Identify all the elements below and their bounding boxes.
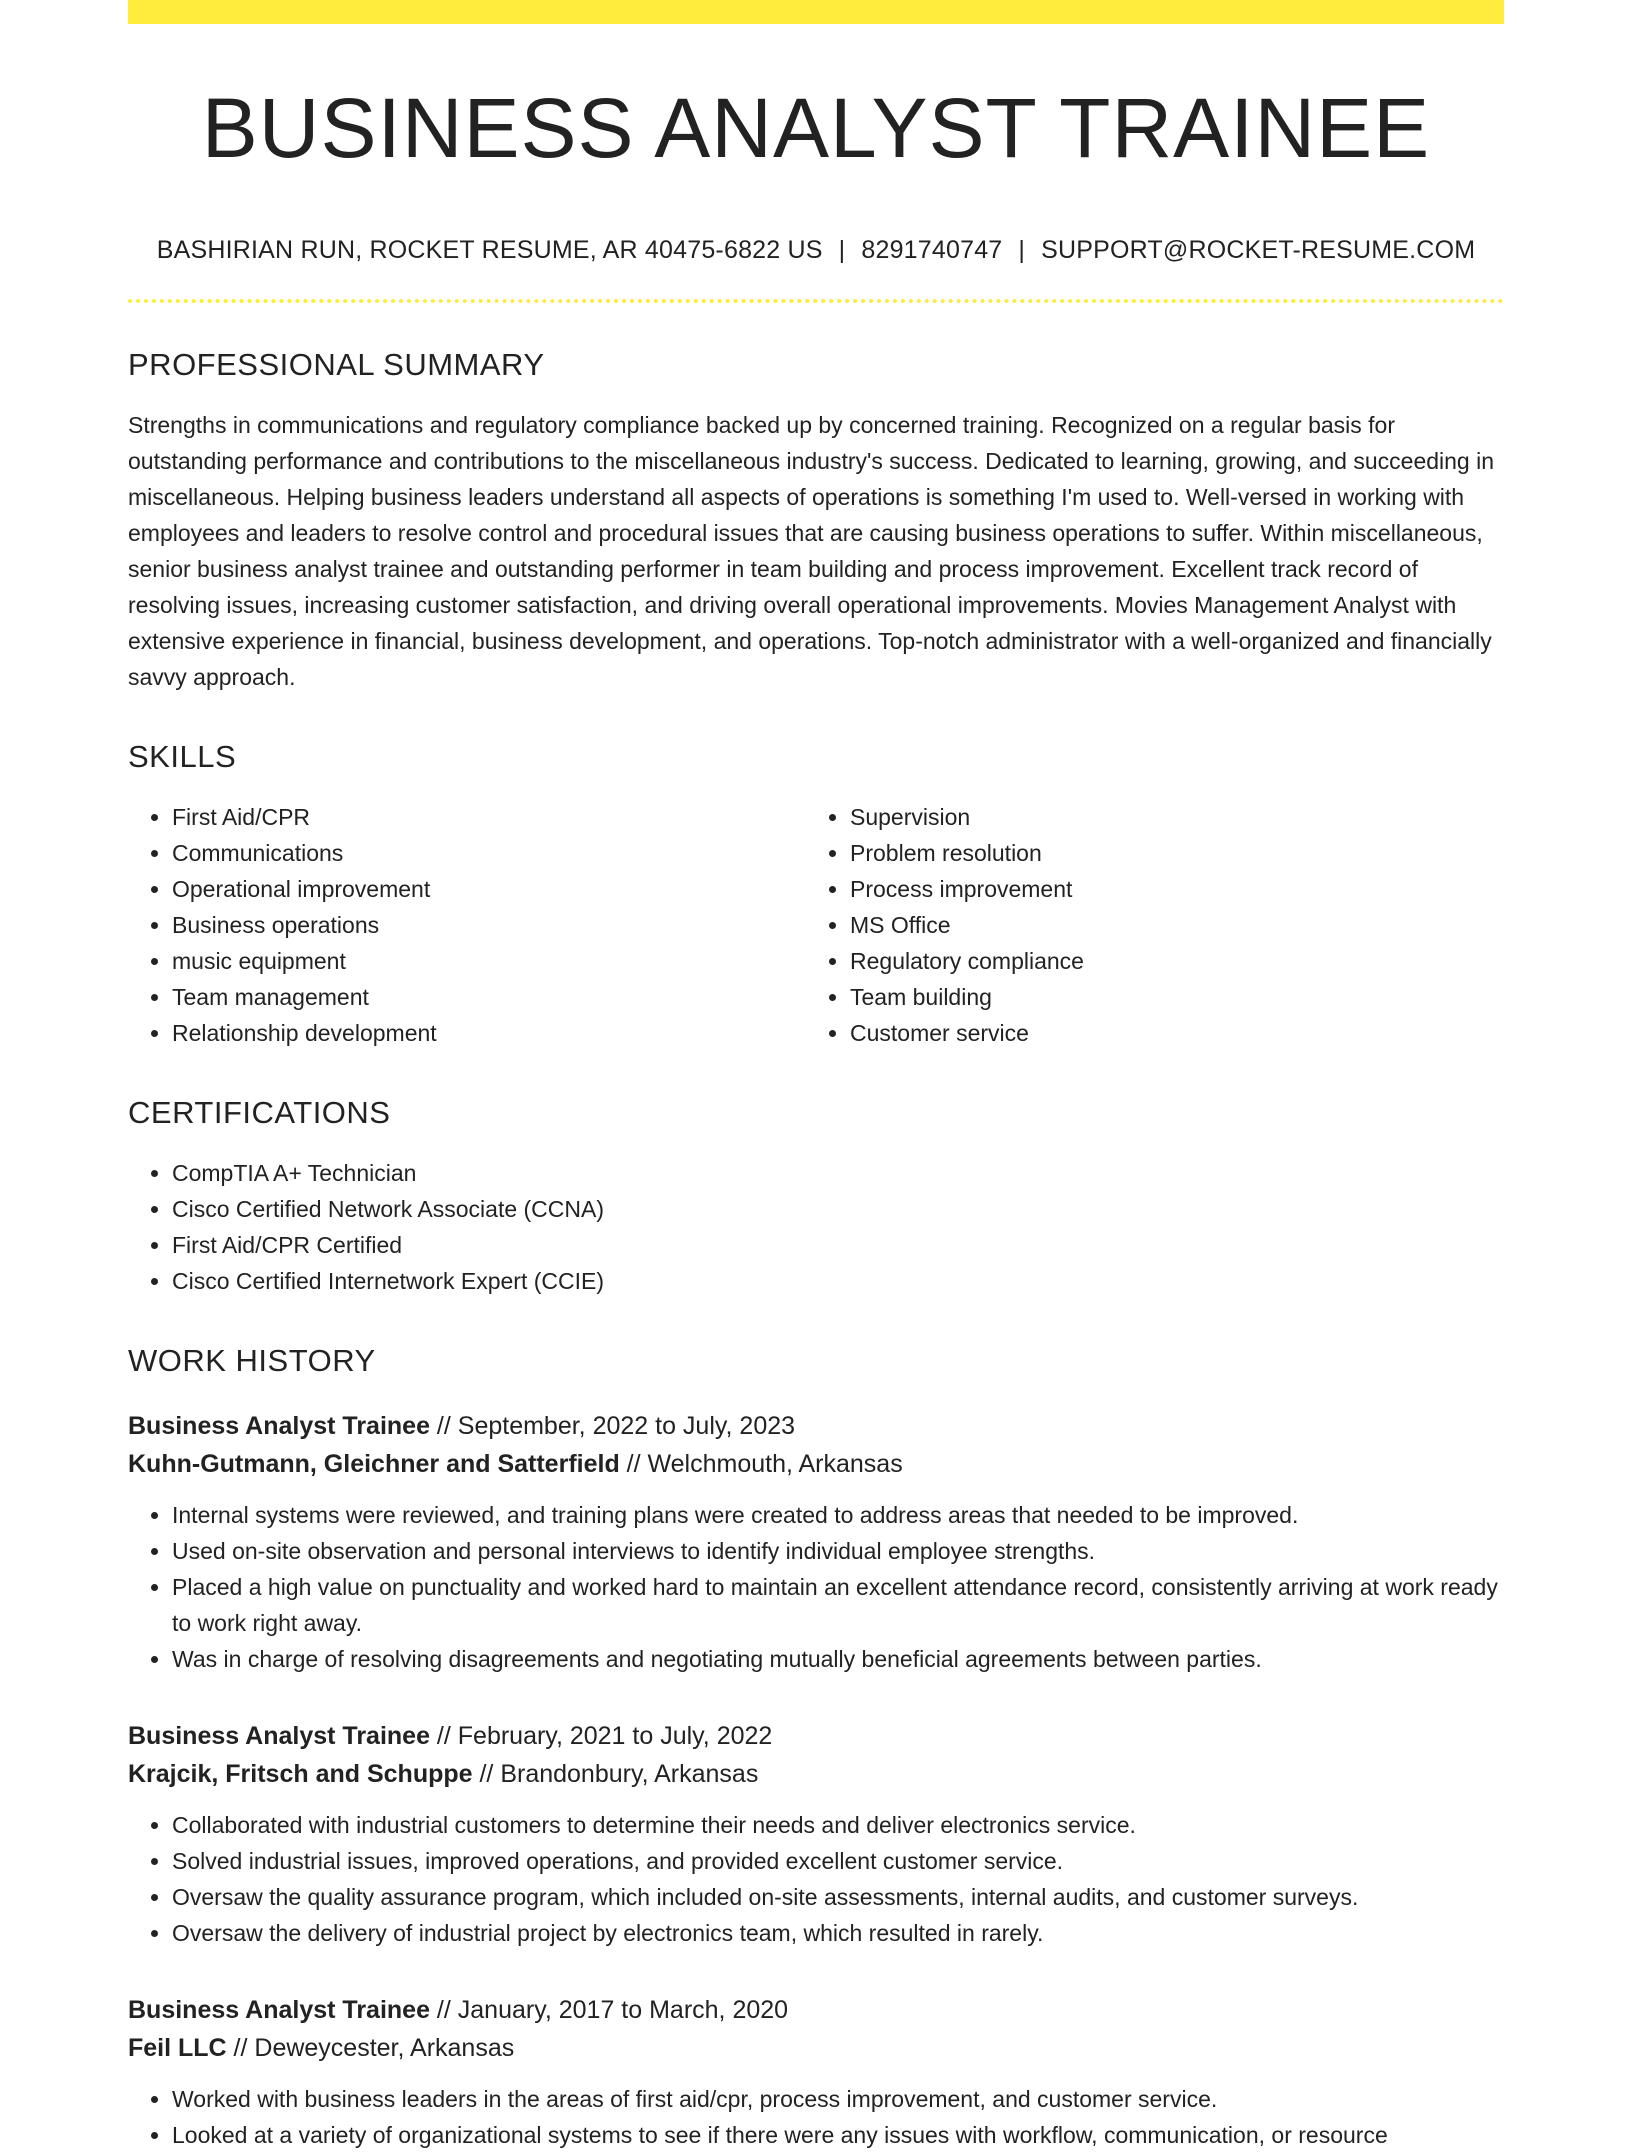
- job-company: Kuhn-Gutmann, Gleichner and Satterfield: [128, 1450, 620, 1478]
- contact-address: BASHIRIAN RUN, ROCKET RESUME, AR 40475-6822 US: [156, 236, 823, 264]
- dotted-divider: [128, 299, 1504, 303]
- skills-list: [128, 799, 1504, 1051]
- skill-item: • Team management: [172, 979, 806, 1015]
- job-role: Business Analyst Trainee: [128, 1996, 430, 2024]
- certifications-list: [128, 1155, 1504, 1299]
- skill-item: • MS Office: [850, 907, 1484, 943]
- contact-line: [128, 236, 1504, 265]
- job-location: // Brandonbury, Arkansas: [472, 1760, 759, 1788]
- contact-email: SUPPORT@ROCKET-RESUME.COM: [1041, 236, 1476, 264]
- skills-column-left: [128, 799, 806, 1051]
- job-entry: [128, 1407, 1504, 1677]
- skill-item: • Business operations: [172, 907, 806, 943]
- job-role-line: [128, 1991, 1504, 2029]
- job-company-line: [128, 2029, 1504, 2067]
- skill-item: • Relationship development: [172, 1015, 806, 1051]
- job-location: // Deweycester, Arkansas: [226, 2034, 515, 2062]
- skill-item: • Supervision: [850, 799, 1484, 835]
- job-role: Business Analyst Trainee: [128, 1412, 430, 1440]
- skills-column-right: [806, 799, 1484, 1051]
- skill-item: • Operational improvement: [172, 871, 806, 907]
- job-bullet: • Solved industrial issues, improved operations, and provided excellent customer service.: [172, 1843, 1504, 1879]
- skill-item: • Process improvement: [850, 871, 1484, 907]
- summary-text: Strengths in communications and regulatory compliance backed up by concerned training. Recognized on a regular basis for outstanding performance and contributions to the miscellaneous industry's success. Dedicated to learning, growing, and succeeding in miscellaneous. Helping business leaders understand all aspects of operations is something I'm used to. Well-versed in working with employees and leaders to resolve control and procedural issues that are causing business operations to suffer. Within miscellaneous, senior business analyst trainee and outstanding performer in team building and process improvement. Excellent track record of resolving issues, increasing customer satisfaction, and driving overall operational improvements. Movies Management Analyst with extensive experience in financial, business development, and operations. Top-notch administrator with a well-organized and financially savvy approach.: [128, 412, 1495, 690]
- skill-item: • First Aid/CPR: [172, 799, 806, 835]
- contact-separator: |: [838, 236, 846, 264]
- resume-page: [128, 0, 1504, 2153]
- accent-bar: [128, 0, 1504, 24]
- skill-item: • Customer service: [850, 1015, 1484, 1051]
- job-bullets: [128, 1807, 1504, 1951]
- skill-item: • Problem resolution: [850, 835, 1484, 871]
- certification-item: • First Aid/CPR Certified: [172, 1227, 1504, 1263]
- skill-item: • music equipment: [172, 943, 806, 979]
- job-bullet: • Used on-site observation and personal interviews to identify individual employee strengths.: [172, 1533, 1504, 1569]
- job-bullet: • Looked at a variety of organizational systems to see if there were any issues with workflow, communication, or resource: [172, 2117, 1504, 2153]
- job-location: // Welchmouth, Arkansas: [619, 1450, 903, 1478]
- job-dates: // September, 2022 to July, 2023: [429, 1412, 796, 1440]
- job-entry: [128, 1991, 1504, 2153]
- job-bullet: • Placed a high value on punctuality and worked hard to maintain an excellent attendance record, consistently arriving at work ready to work right away.: [172, 1569, 1504, 1641]
- job-dates: // January, 2017 to March, 2020: [429, 1996, 789, 2024]
- skill-item: • Team building: [850, 979, 1484, 1015]
- job-role: Business Analyst Trainee: [128, 1722, 430, 1750]
- certification-item: • CompTIA A+ Technician: [172, 1155, 1504, 1191]
- job-company-line: [128, 1755, 1504, 1793]
- job-role-line: [128, 1717, 1504, 1755]
- certification-item: • Cisco Certified Internetwork Expert (CCIE): [172, 1263, 1504, 1299]
- job-company-line: [128, 1445, 1504, 1483]
- job-dates: // February, 2021 to July, 2022: [429, 1722, 773, 1750]
- job-bullet: • Internal systems were reviewed, and training plans were created to address areas that needed to be improved.: [172, 1497, 1504, 1533]
- job-bullet: • Collaborated with industrial customers to determine their needs and deliver electronics service.: [172, 1807, 1504, 1843]
- work-history-title: WORK HISTORY: [128, 1343, 376, 1378]
- job-bullets: [128, 2081, 1504, 2153]
- job-company: Krajcik, Fritsch and Schuppe: [128, 1760, 473, 1788]
- summary-title: PROFESSIONAL SUMMARY: [128, 347, 545, 382]
- contact-separator: |: [1018, 236, 1026, 264]
- job-bullet: • Was in charge of resolving disagreements and negotiating mutually beneficial agreements between parties.: [172, 1641, 1504, 1677]
- certifications-title: CERTIFICATIONS: [128, 1095, 391, 1130]
- job-bullet: • Oversaw the delivery of industrial project by electronics team, which resulted in rarely.: [172, 1915, 1504, 1951]
- skill-item: • Regulatory compliance: [850, 943, 1484, 979]
- job-company: Feil LLC: [128, 2034, 227, 2062]
- job-bullet: • Oversaw the quality assurance program, which included on-site assessments, internal audits, and customer surveys.: [172, 1879, 1504, 1915]
- skill-item: • Communications: [172, 835, 806, 871]
- job-bullets: [128, 1497, 1504, 1677]
- resume-name: BUSINESS ANALYST TRAINEE: [201, 81, 1431, 175]
- certification-item: • Cisco Certified Network Associate (CCNA): [172, 1191, 1504, 1227]
- contact-phone: 8291740747: [861, 236, 1003, 264]
- job-bullet: • Worked with business leaders in the areas of first aid/cpr, process improvement, and customer service.: [172, 2081, 1504, 2117]
- job-role-line: [128, 1407, 1504, 1445]
- job-entry: [128, 1717, 1504, 1951]
- skills-title: SKILLS: [128, 739, 237, 774]
